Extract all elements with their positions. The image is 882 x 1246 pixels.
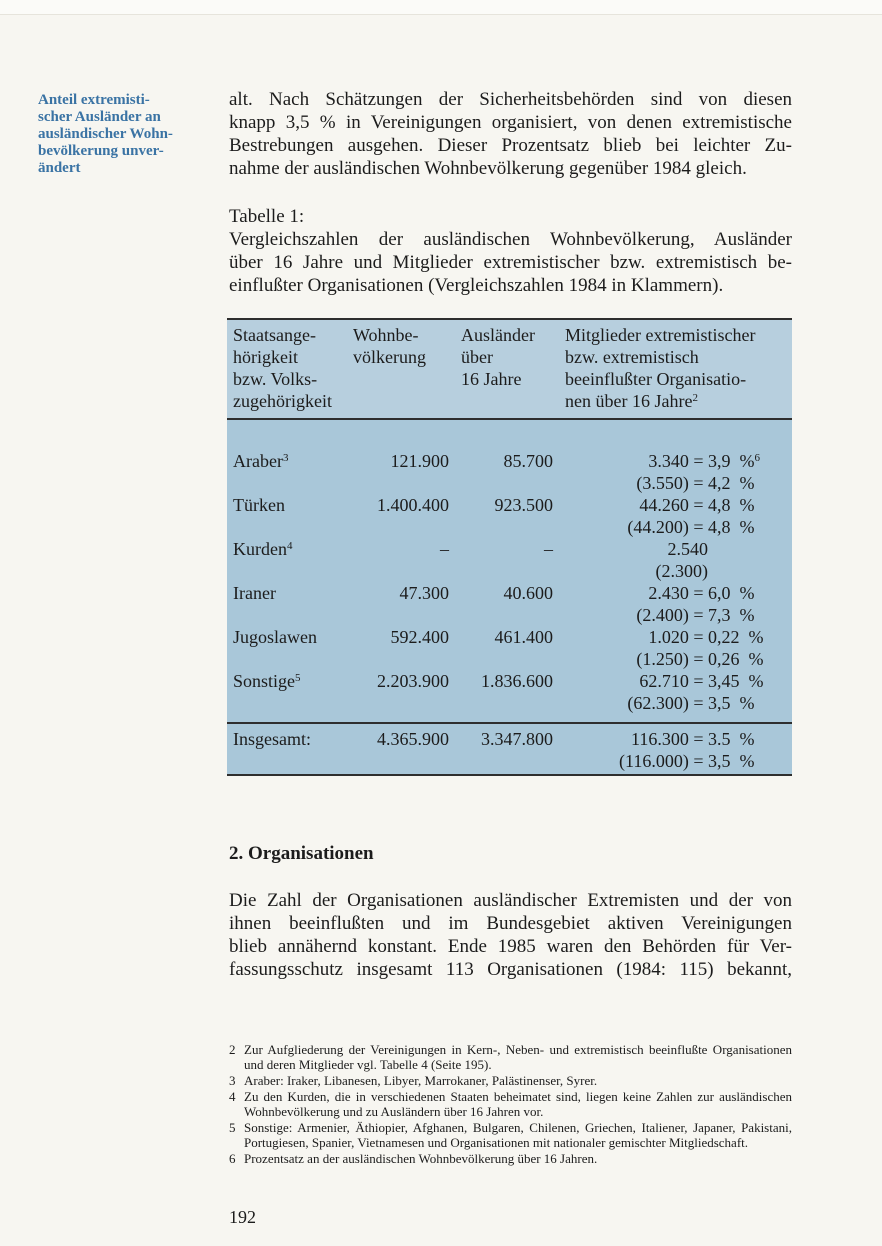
members-line: (3.550) = 4,2 % (565, 472, 768, 494)
section-title: 2. Organisationen (229, 843, 374, 864)
table-row (227, 582, 792, 626)
members-count: (1.250) (636, 649, 689, 669)
percent-sign: % (739, 451, 755, 471)
percent-value: 3.5 (708, 729, 731, 749)
population-value: 2.203.900 (377, 671, 449, 691)
population-value: 121.900 (390, 451, 449, 471)
percent-sign: % (739, 693, 755, 713)
footnotes (229, 1042, 792, 1167)
footnote (229, 1042, 792, 1072)
nationality-name: Kurden (233, 539, 287, 559)
members-line: 44.260 = 4,8 % (565, 494, 768, 516)
members-value (559, 494, 792, 538)
members-line: (44.200) = 4,8 % (565, 516, 768, 538)
members-value (559, 670, 792, 723)
footnote (229, 1089, 792, 1119)
percent-value: 3,9 (708, 451, 731, 471)
header-line: beeinflußter Organisatio- (565, 369, 747, 389)
header-members (559, 319, 792, 419)
members-percent (708, 604, 768, 626)
nationality (227, 582, 347, 626)
page-number: 192 (229, 1207, 256, 1227)
total-members (559, 723, 792, 775)
text-line: ihnen beeinflußten und im Bundesgebiet aktiven Vereinigungen (229, 913, 792, 934)
over16-value: 1.836.600 (481, 671, 553, 691)
table-row (227, 494, 792, 538)
footnote-text: Zur Aufgliederung der Vereinigungen in Kern-, Neben- und extremistisch beeinflußte Organisationen und deren Mitglieder vgl. Tabelle 4 (Seite 195). (244, 1042, 792, 1072)
percent-value: 0,26 (708, 649, 740, 669)
members-line: 62.710 = 3,45 % (565, 670, 768, 692)
table-row (227, 626, 792, 670)
total-population: 4.365.900 (347, 723, 455, 775)
members-count: 62.710 (639, 671, 689, 691)
population-value: – (440, 539, 449, 559)
nationality (227, 419, 347, 494)
members-count: 2.430 (648, 583, 689, 603)
percent-sign: % (748, 627, 764, 647)
members-count: (2.400) (636, 605, 689, 625)
members-percent (708, 450, 768, 472)
footnote (229, 1073, 792, 1088)
header-over16 (455, 319, 559, 419)
members-value (559, 419, 792, 494)
members-line (565, 538, 768, 560)
footnote (229, 1151, 792, 1166)
footnote-text: Prozentsatz an der ausländischen Wohnbevölkerung über 16 Jahren. (244, 1151, 598, 1166)
percent-sign: % (739, 517, 755, 537)
members-count: 1.020 (648, 627, 689, 647)
footnote-number: 5 (229, 1120, 236, 1135)
nationality-name: Jugoslawen (233, 627, 317, 647)
percent-sign: % (739, 495, 755, 515)
percent-value: 0,22 (708, 627, 740, 647)
margin-note-line: scher Ausländer an (38, 109, 161, 125)
over16-value: 461.400 (494, 627, 553, 647)
members-percent (708, 670, 768, 692)
nationality (227, 494, 347, 538)
header-line: bzw. Volks- (233, 369, 318, 389)
members-count: 3.340 (648, 451, 689, 471)
population-value: 1.400.400 (377, 495, 449, 515)
percent-value: 4,8 (708, 495, 731, 515)
table-caption (229, 205, 792, 297)
members-count: 44.260 (639, 495, 689, 515)
margin-note (38, 92, 198, 177)
table-row (227, 670, 792, 723)
header-line (565, 390, 786, 412)
members-percent (708, 648, 768, 670)
over16-value: 923.500 (494, 495, 553, 515)
footnote-number: 3 (229, 1073, 236, 1088)
footnote-ref: 4 (286, 540, 293, 552)
header-line: Staatsange- (233, 325, 316, 345)
text-line: einflußter Organisationen (Vergleichszahlen 1984 in Klammern). (229, 275, 724, 296)
percent-value: 7,3 (708, 605, 731, 625)
members-percent (708, 516, 768, 538)
members-line: (1.250) = 0,26 % (565, 648, 768, 670)
population-value: 592.400 (390, 627, 449, 647)
text-line: über 16 Jahre und Mitglieder extremistischer bzw. extremistisch be- (229, 252, 792, 273)
members-percent (708, 728, 768, 750)
text-line: knapp 3,5 % in Vereinigungen organisiert, von denen extremistische (229, 112, 792, 133)
members-percent (708, 750, 768, 772)
header-line: Wohnbe- (353, 325, 419, 345)
text-line: nahme der ausländischen Wohnbevölkerung gegenüber 1984 gleich. (229, 158, 747, 179)
members-count: (3.550) (636, 473, 689, 493)
members-line: 116.300 = 3.5 % (565, 728, 768, 750)
members-percent (708, 692, 768, 714)
comparison-table (227, 318, 792, 776)
header-population (347, 319, 455, 419)
members-count: 116.300 (631, 729, 689, 749)
total-label: Insgesamt: (227, 723, 347, 775)
table-row (227, 419, 792, 494)
header-line: über (461, 347, 493, 367)
table-total-row (227, 723, 792, 775)
percent-sign: % (739, 605, 755, 625)
percent-value: 4,8 (708, 517, 731, 537)
text-line: Vergleichszahlen der ausländischen Wohnbevölkerung, Ausländer (229, 229, 792, 250)
footnote-ref: 2 (692, 392, 698, 404)
members-count: (62.300) (627, 693, 689, 713)
percent-sign: % (748, 671, 764, 691)
members-value (559, 626, 792, 670)
margin-note-line: ausländischer Wohn- (38, 126, 173, 142)
percent-sign: % (739, 751, 755, 771)
header-line: bzw. extremistisch (565, 347, 699, 367)
members-value (559, 538, 792, 582)
nationality-name: Sonstige (233, 671, 296, 691)
members-line: (2.400) = 7,3 % (565, 604, 768, 626)
table-caption-label: Tabelle 1: (229, 206, 305, 227)
text-line: blieb annähernd konstant. Ende 1985 waren den Behörden für Ver- (229, 936, 792, 957)
header-line: völkerung (353, 347, 426, 367)
header-line: zugehörigkeit (233, 391, 332, 411)
paragraph-intro (229, 88, 792, 180)
footnote-text: Araber: Iraker, Libanesen, Libyer, Marrokaner, Palästinenser, Syrer. (244, 1073, 598, 1088)
table-header-row (227, 319, 792, 419)
members-line: 2.430 = 6,0 % (565, 582, 768, 604)
margin-note-line: bevölkerung unver- (38, 143, 164, 159)
members-line: 1.020 = 0,22 % (565, 626, 768, 648)
percent-value: 6,0 (708, 583, 731, 603)
footnote (229, 1120, 792, 1150)
text-line: Bestrebungen ausgehen. Dieser Prozentsatz blieb bei leichter Zu- (229, 135, 792, 156)
nationality (227, 538, 347, 582)
page-top-edge (0, 0, 882, 15)
members-count: 2.540 (667, 539, 708, 559)
nationality-name: Iraner (233, 583, 276, 603)
header-line: 16 Jahre (461, 369, 522, 389)
members-line: (116.000) = 3,5 % (565, 750, 768, 772)
percent-value: 4,2 (708, 473, 731, 493)
paragraph-organisations (229, 889, 792, 981)
members-line (565, 560, 768, 582)
nationality (227, 670, 347, 723)
percent-value: 3,45 (708, 671, 740, 691)
footnote-ref: 3 (282, 452, 289, 464)
nationality (227, 626, 347, 670)
footnote-number: 2 (229, 1042, 236, 1057)
margin-note-line: ändert (38, 160, 81, 176)
percent-sign: % (739, 583, 755, 603)
members-line: 3.340 = 3,9 %$^6$ (565, 450, 768, 472)
footnote-number: 4 (229, 1089, 236, 1104)
population-value: 47.300 (399, 583, 449, 603)
members-line: (62.300) = 3,5 % (565, 692, 768, 714)
nationality-name: Türken (233, 495, 285, 515)
header-text: nen über 16 Jahre (565, 391, 693, 411)
members-percent (708, 472, 768, 494)
margin-note-line: Anteil extremisti- (38, 92, 150, 108)
percent-value: 3,5 (708, 693, 731, 713)
over16-value: – (544, 539, 553, 559)
members-percent (708, 626, 768, 648)
text-line: alt. Nach Schätzungen der Sicherheitsbehörden sind von diesen (229, 89, 792, 110)
members-percent (708, 494, 768, 516)
percent-sign: % (739, 473, 755, 493)
header-line: Mitglieder extremistischer (565, 325, 756, 345)
percent-value: 3,5 (708, 751, 731, 771)
header-line: hörigkeit (233, 347, 298, 367)
header-nationality (227, 319, 347, 419)
footnote-ref: 6 (754, 452, 760, 464)
members-value (559, 582, 792, 626)
members-count: (2.300) (655, 561, 708, 581)
total-over16: 3.347.800 (455, 723, 559, 775)
header-line: Ausländer (461, 325, 535, 345)
text-line: Die Zahl der Organisationen ausländischer Extremisten und der von (229, 890, 792, 911)
footnote-ref: 5 (295, 672, 301, 684)
nationality-name: Araber (233, 451, 283, 471)
over16-value: 40.600 (503, 583, 553, 603)
percent-sign: % (748, 649, 764, 669)
members-count: (44.200) (627, 517, 689, 537)
over16-value: 85.700 (503, 451, 553, 471)
table-row (227, 538, 792, 582)
footnote-text: Sonstige: Armenier, Äthiopier, Afghanen, Bulgaren, Chilenen, Griechen, Italiener, Japaner, Pakistani, Portugiesen, Spanier, Vietnamesen und Organisationen mit nationaler gemischter Mitgliedschaft. (244, 1120, 792, 1150)
members-percent (708, 582, 768, 604)
footnote-number: 6 (229, 1151, 236, 1166)
members-count: (116.000) (619, 751, 689, 771)
footnote-text: Zu den Kurden, die in verschiedenen Staaten beheimatet sind, liegen keine Zahlen zur ausländischen Wohnbevölkerung und zu Ausländern über 16 Jahren vor. (244, 1089, 792, 1119)
percent-sign: % (739, 729, 755, 749)
text-line: fassungsschutz insgesamt 113 Organisationen (1984: 115) bekannt, (229, 959, 792, 980)
